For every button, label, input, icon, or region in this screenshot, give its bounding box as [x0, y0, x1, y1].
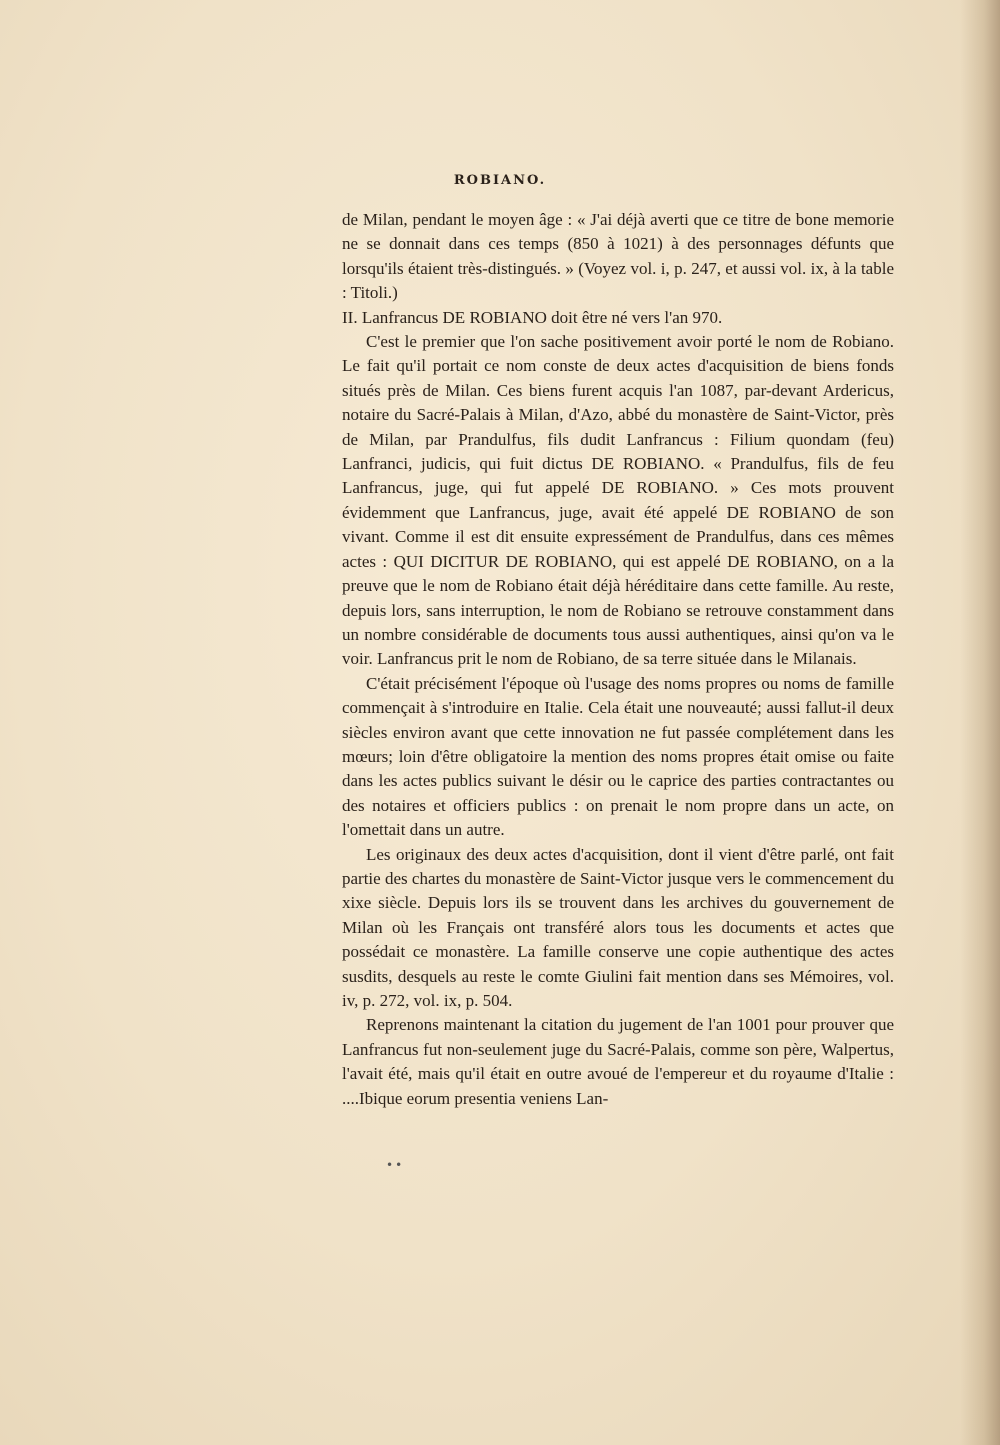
paragraph-1: de Milan, pendant le moyen âge : « J'ai déjà averti que ce titre de bone memorie ne se donnait dans ces temps (850 à 1021) à des personnages défunts que lorsqu'ils étaient très-distingués. » (Voyez vol. i, p. 247, et aussi vol. ix, à la table : Titoli.)	[342, 210, 894, 303]
running-head: ROBIANO.	[453, 173, 547, 188]
paragraph-3: C'est le premier que l'on sache positivement avoir porté le nom de Robiano. Le fait qu'il portait ce nom conste de deux actes d'acquisition de biens fonds situés près de Milan. Ces biens furent acquis l'an 1087, par-devant Ardericus, notaire du Sacré-Palais à Milan, d'Azo, abbé du monastère de Saint-Victor, près de Milan, par Prandulfus, fils dudit Lanfrancus : Filium quondam (feu) Lanfranci, judicis, qui fuit dictus DE ROBIANO. « Prandulfus, fils de feu Lanfrancus, juge, qui fut appelé DE ROBIANO. » Ces mots prouvent évidemment que Lanfrancus, juge, avait été appelé DE ROBIANO de son vivant. Comme il est dit ensuite expressément de Prandulfus, dans ces mêmes actes : QUI DICITUR DE ROBIANO, qui est appelé DE ROBIANO, on a la preuve que le nom de Robiano était déjà héréditaire dans cette famille. Au reste, depuis lors, sans interruption, le nom de Robiano se retrouve constamment dans un nombre considérable de documents tous aussi authentiques, ainsi qu'on va le voir. Lanfrancus prit le nom de Robiano, de sa terre située dans le Milanais.	[342, 332, 894, 669]
paragraph-4: C'était précisément l'époque où l'usage des noms propres ou noms de famille commençait à s'introduire en Italie. Cela était une nouveauté; aussi fallut-il deux siècles environ avant que cette innovation ne fut passée complétement dans les mœurs; loin d'être obligatoire la mention des noms propres était omise ou faite dans les actes publics suivant le désir ou le caprice des parties contractantes ou des notaires et officiers publics : on prenait le nom propre dans un acte, on l'omettait dans un autre.	[342, 673, 894, 840]
paragraph-6: Reprenons maintenant la citation du jugement de l'an 1001 pour prouver que Lanfrancus fut non-seulement juge du Sacré-Palais, comme son père, Walpertus, l'avait été, mais qu'il était en outre avoué de l'empereur et du royaume d'Italie : ....Ibique eorum presentia veniens Lan-	[342, 1015, 894, 1108]
body-text	[342, 208, 894, 1111]
page-edge-shadow	[960, 0, 1000, 1445]
paragraph-2: II. Lanfrancus DE ROBIANO doit être né vers l'an 970.	[342, 307, 723, 327]
paragraph-5: Les originaux des deux actes d'acquisition, dont il vient d'être parlé, ont fait partie des chartes du monastère de Saint-Victor jusque vers le commencement du xixe siècle. Depuis lors ils se trouvent dans les archives du gouvernement de Milan où les Français ont transféré alors tous les documents et actes que possédait ce monastère. La famille conserve une copie authentique des actes susdits, desquels au reste le comte Giulini fait mention dans ses Mémoires, vol. iv, p. 272, vol. ix, p. 504.	[342, 844, 894, 1010]
folio-mark: ••	[386, 1158, 405, 1172]
